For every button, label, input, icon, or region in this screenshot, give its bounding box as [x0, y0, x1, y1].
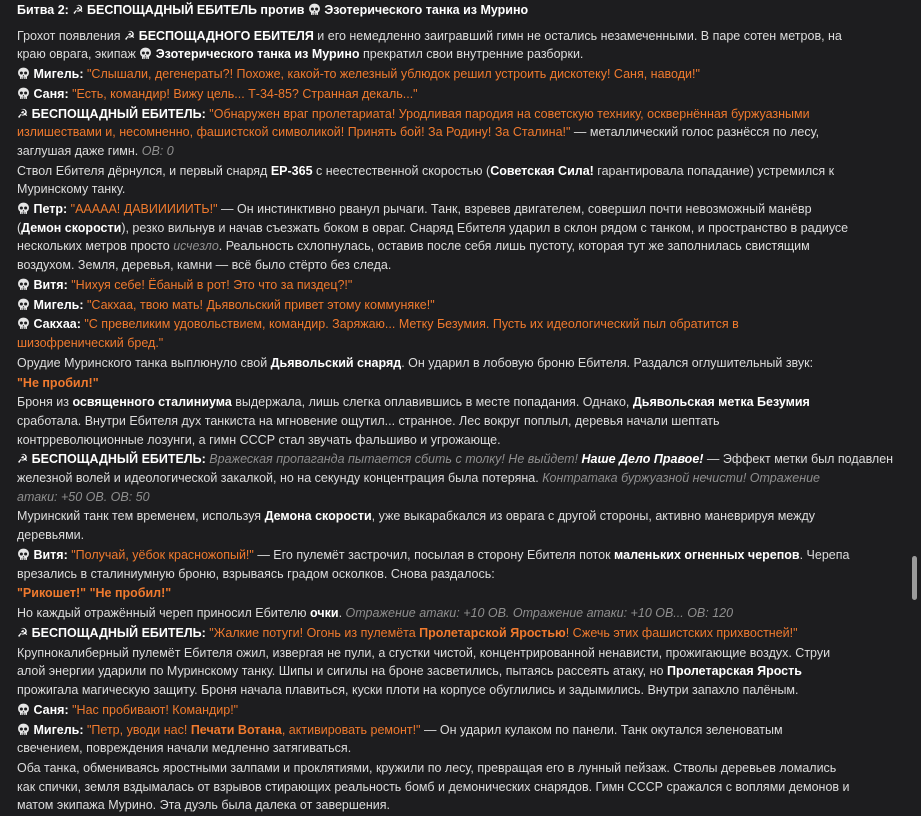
narration-text: Но каждый отражённый череп приносил Ебителю	[17, 606, 311, 621]
narration-text: — Он инстинктивно рванул рычаги. Танк, взревев двигателем, совершил почти невозможный манёвр	[217, 202, 812, 217]
quote-emphasis-text: "Рикошет!" "Не пробил!"	[17, 586, 172, 601]
italic-note-text: атаки: +50 ОВ. ОВ: 50	[17, 489, 150, 504]
text-line	[17, 759, 907, 778]
text-line	[17, 526, 907, 545]
italic-note-text: исчезло	[173, 239, 219, 254]
text-line	[17, 701, 907, 720]
narration-text: . Черепа	[799, 547, 850, 562]
narration-text: . Реальность схлопнулась, оставив после себя лишь пустоту, которая тут же заполнилась свистящим	[218, 239, 810, 254]
text-line	[17, 469, 907, 488]
text-line	[17, 276, 907, 295]
text-line	[17, 85, 907, 104]
narration-text: прекратил свои внутренние разборки.	[359, 47, 584, 62]
quote-text: ! Сжечь этих фашистских прихвостней!"	[565, 625, 798, 640]
text-line	[17, 162, 907, 181]
text-line	[17, 354, 907, 373]
narration-text: . Он ударил в лобовую броню Ебителя. Раздался оглушительный звук:	[401, 355, 814, 370]
bold-text: ☭ БЕСПОЩАДНЫЙ ЕБИТЕЛЬ:	[17, 106, 206, 121]
text-line	[17, 778, 907, 797]
text-line	[17, 374, 907, 393]
bold-text: ☭ БЕСПОЩАДНЫЙ ЕБИТЕЛЬ:	[17, 452, 206, 467]
text-line	[17, 256, 907, 275]
bold-text: освященного сталиниума	[72, 395, 232, 410]
text-line	[17, 315, 907, 334]
text-line	[17, 739, 907, 758]
log-paragraph	[17, 546, 907, 583]
narration-text: Грохот появления	[17, 28, 125, 43]
skull-icon	[17, 723, 30, 736]
bold-text: Эзотерического танка из Мурино	[320, 3, 529, 17]
narration-text: контрреволюционные лозунги, а гимн СССР стал звучать фальшиво и угрожающе.	[17, 432, 501, 447]
narration-text: заглушая даже гимн.	[17, 143, 142, 158]
text-line	[17, 142, 907, 161]
bold-text: Витя:	[30, 277, 68, 292]
narration-text: — Эффект метки был подавлен	[703, 452, 894, 467]
quote-text: , активировать ремонт!"	[281, 722, 421, 737]
bold-text: Саня:	[30, 702, 69, 717]
text-line	[17, 604, 907, 623]
text-line	[17, 584, 907, 603]
quote-text: шизофренический бред."	[17, 335, 164, 350]
log-paragraph	[17, 450, 907, 506]
quote-text: "С превеликим удовольствием, командир. Заряжаю... Метку Безумия. Пусть их идеологический пыл обратится в	[84, 317, 739, 332]
log-paragraph	[17, 584, 907, 603]
narration-text: воздухом. Земля, деревья, камни — всё было стёрто без следа.	[17, 257, 392, 272]
bold-text: Мигель:	[30, 297, 84, 312]
narration-text: Орудие Муринского танка выплюнуло свой	[17, 355, 271, 370]
skull-icon	[17, 87, 30, 100]
narration-text: врезались в сталиниумную броню, взрываясь градом осколков. Снова раздалось:	[17, 566, 495, 581]
bold-text: ЕР-365	[270, 163, 313, 178]
narration-text: прожигала магическую защиту. Броня начала плавиться, куски плоти на корпусе обуглились и задымились. Внутри запахло палёным.	[17, 683, 799, 697]
text-line	[17, 662, 907, 681]
narration-text: Муринский танк тем временем, используя	[17, 509, 265, 524]
narration-text: выдержала, лишь слегка оплавившись в месте попадания. Однако,	[231, 395, 633, 410]
skull-icon	[139, 47, 152, 60]
log-paragraph	[17, 393, 907, 449]
text-line	[17, 180, 907, 199]
narration-text: свечением, повреждения начали медленно затягиваться.	[17, 741, 352, 756]
bold-text: Дьявольская метка Безумия	[632, 395, 810, 410]
log-paragraph	[17, 354, 907, 373]
narration-text: .	[338, 606, 346, 621]
text-line	[17, 796, 907, 815]
bold-text: Сакхаа:	[30, 317, 81, 332]
text-line	[17, 105, 907, 124]
scrollbar-thumb[interactable]	[912, 556, 917, 600]
text-line	[17, 431, 907, 450]
log-paragraph	[17, 507, 907, 544]
bold-text: Советская Сила!	[490, 163, 594, 178]
text-line	[17, 219, 907, 238]
skull-icon	[17, 202, 30, 215]
text-line	[17, 237, 907, 256]
quote-text: "Обнаружен враг пролетариата! Уродливая пародия на советскую технику, осквернённая буржуазными	[209, 106, 810, 121]
battle-title	[17, 1, 907, 20]
quote-text: "Жалкие потуги! Огонь из пулемёта	[209, 625, 420, 640]
quote-text: "Нас пробивают! Командир!"	[72, 702, 239, 717]
narration-text: алой энергии ударили по Муринскому танку. Шипы и сигилы на броне засветились, пытаясь рассеять атаку, но	[17, 664, 667, 679]
bold-text: Саня:	[30, 86, 69, 101]
skull-icon	[17, 317, 30, 330]
bold-text: Эзотерического танка из Мурино	[152, 47, 360, 62]
log-paragraph	[17, 27, 907, 64]
bold-text: Петр:	[30, 202, 68, 217]
skull-icon	[17, 703, 30, 716]
skull-icon	[308, 3, 321, 16]
quote-text: "ААААА! ДАВИИИИИТЬ!"	[70, 202, 218, 217]
text-line	[17, 644, 907, 663]
log-paragraph	[17, 200, 907, 274]
bold-text: ☭ БЕСПОЩАДНОГО ЕБИТЕЛЯ	[124, 28, 314, 43]
bold-text: Битва 2: ☭ БЕСПОЩАДНЫЙ ЕБИТЕЛЬ против	[17, 3, 308, 17]
italic-note-text: Контратака буржуазной нечисти! Отражение	[542, 471, 821, 486]
text-line	[17, 450, 907, 469]
narration-text: гарантировала попадание) устремился к	[593, 163, 835, 178]
narration-text: (	[17, 220, 22, 235]
text-line	[17, 45, 907, 64]
narration-text: Крупнокалиберный пулемёт Ебителя ожил, извергая не пули, а сгустки чистой, концентрированной ненависти, прожигающие воздух. Струи	[17, 645, 831, 660]
text-line	[17, 200, 907, 219]
narration-text: ), резко вильнув и начав съезжать боком в овраг. Снаряд Ебителя ударил в склон рядом с танком, и пространство в радиусе	[121, 220, 849, 235]
log-paragraph	[17, 162, 907, 199]
italic-note-text: Отражение атаки: +10 ОВ. Отражение атаки: +10 ОВ... ОВ: 120	[345, 606, 734, 621]
narration-text: матом экипажа Мурино. Эта дуэль была далека от завершения.	[17, 798, 390, 813]
chat-message	[17, 1, 907, 815]
quote-text: "Петр, уводи нас!	[87, 722, 191, 737]
text-line	[17, 565, 907, 584]
narration-text: Муринскому танку.	[17, 182, 126, 197]
log-paragraph	[17, 105, 907, 161]
log-paragraph	[17, 296, 907, 315]
bold-text: ☭ БЕСПОЩАДНЫЙ ЕБИТЕЛЬ:	[17, 625, 206, 640]
skull-icon	[17, 278, 30, 291]
text-line	[17, 334, 907, 353]
bold-text: Дьявольский снаряд	[270, 355, 402, 370]
text-line	[17, 296, 907, 315]
text-line	[17, 65, 907, 84]
log-paragraph	[17, 374, 907, 393]
narration-text: нескольких метров просто	[17, 239, 174, 254]
bold-text: Мигель:	[30, 67, 84, 82]
narration-text: , уже выкарабкался из оврага с другой стороны, активно маневрируя между	[371, 509, 816, 524]
narration-text: — Его пулемёт застрочил, посылая в сторону Ебителя поток	[253, 547, 615, 562]
log-paragraph	[17, 276, 907, 295]
bold-text: Демон скорости	[21, 220, 122, 235]
text-line	[17, 507, 907, 526]
text-line	[17, 488, 907, 507]
narration-text: как спички, земля вздымалась от взрывов стирающих реальность бомб и демонических снарядов. Гимн СССР сражался с воплями демонов и	[17, 779, 850, 794]
narration-text: и его немедленно заигравший гимн не остались незамеченными. В паре сотен метров, на	[313, 28, 842, 43]
skull-icon	[17, 67, 30, 80]
quote-emphasis-text: Печати Вотана	[190, 722, 282, 737]
quote-text: "Нихуя себе! Ёбаный в рот! Это что за пиздец?!"	[71, 277, 353, 292]
narration-text: деревьями.	[17, 528, 85, 543]
log-paragraph	[17, 604, 907, 623]
narration-text: — металлический голос разнёсся по лесу,	[570, 125, 820, 140]
quote-emphasis-text: "Не пробил!"	[17, 375, 99, 390]
bold-text: Пролетарская Ярость	[666, 664, 802, 679]
italic-note-text: Вражеская пропаганда пытается сбить с толку! Не выйдет!	[209, 452, 582, 467]
bold-italic-text: Наше Дело Правое!	[581, 452, 704, 467]
log-paragraph	[17, 644, 907, 700]
skull-icon	[17, 548, 30, 561]
log-paragraph	[17, 315, 907, 352]
quote-text: "Сакхаа, твою мать! Дьявольский привет этому коммуняке!"	[87, 297, 435, 312]
quote-text: "Получай, уёбок красножопый!"	[71, 547, 254, 562]
narration-text: с неестественной скоростью (	[312, 163, 491, 178]
log-paragraph	[17, 65, 907, 84]
bold-text: маленьких огненных черепов	[614, 547, 800, 562]
narration-text: железной волей и идеологической закалкой, но на секунду концентрация была потеряна.	[17, 471, 543, 486]
log-paragraph	[17, 701, 907, 720]
log-paragraph	[17, 721, 907, 758]
text-line	[17, 721, 907, 740]
battle-log	[17, 27, 907, 815]
quote-text: излишествами и, несомненно, фашистской символикой! Принять бой! За Родину! За Сталина!"	[17, 125, 571, 140]
quote-emphasis-text: Пролетарской Яростью	[419, 625, 566, 640]
log-paragraph	[17, 624, 907, 643]
log-paragraph	[17, 759, 907, 815]
narration-text: сработала. Внутри Ебителя дух танкиста на мгновение ощутил... странное. Лес вокруг поплыл, деревья начали шептать	[17, 414, 720, 429]
bold-text: Витя:	[30, 547, 68, 562]
text-line	[17, 123, 907, 142]
scrollbar[interactable]	[909, 0, 921, 816]
bold-text: Демона скорости	[264, 509, 372, 524]
quote-text: "Есть, командир! Вижу цель... Т-34-85? Странная декаль..."	[72, 86, 418, 101]
text-line	[17, 681, 907, 700]
text-line	[17, 624, 907, 643]
italic-note-text: ОВ: 0	[141, 143, 174, 158]
narration-text: Броня из	[17, 395, 73, 410]
bold-text: Мигель:	[30, 722, 84, 737]
text-line	[17, 27, 907, 46]
narration-text: Ствол Ебителя дёрнулся, и первый снаряд	[17, 163, 271, 178]
text-line	[17, 393, 907, 412]
text-line	[17, 412, 907, 431]
quote-text: "Слышали, дегенераты?! Похоже, какой-то железный ублюдок решил устроить дискотеку! Саня, наводи!"	[87, 67, 700, 82]
log-paragraph	[17, 85, 907, 104]
skull-icon	[17, 298, 30, 311]
narration-text: краю оврага, экипаж	[17, 47, 140, 62]
narration-text: Оба танка, обмениваясь яростными залпами и проклятиями, кружили по лесу, превращая его в лунный пейзаж. Стволы деревьев ломались	[17, 761, 837, 776]
bold-text: очки	[310, 606, 339, 621]
narration-text: — Он ударил кулаком по панели. Танк окутался зеленоватым	[420, 722, 783, 737]
text-line	[17, 546, 907, 565]
